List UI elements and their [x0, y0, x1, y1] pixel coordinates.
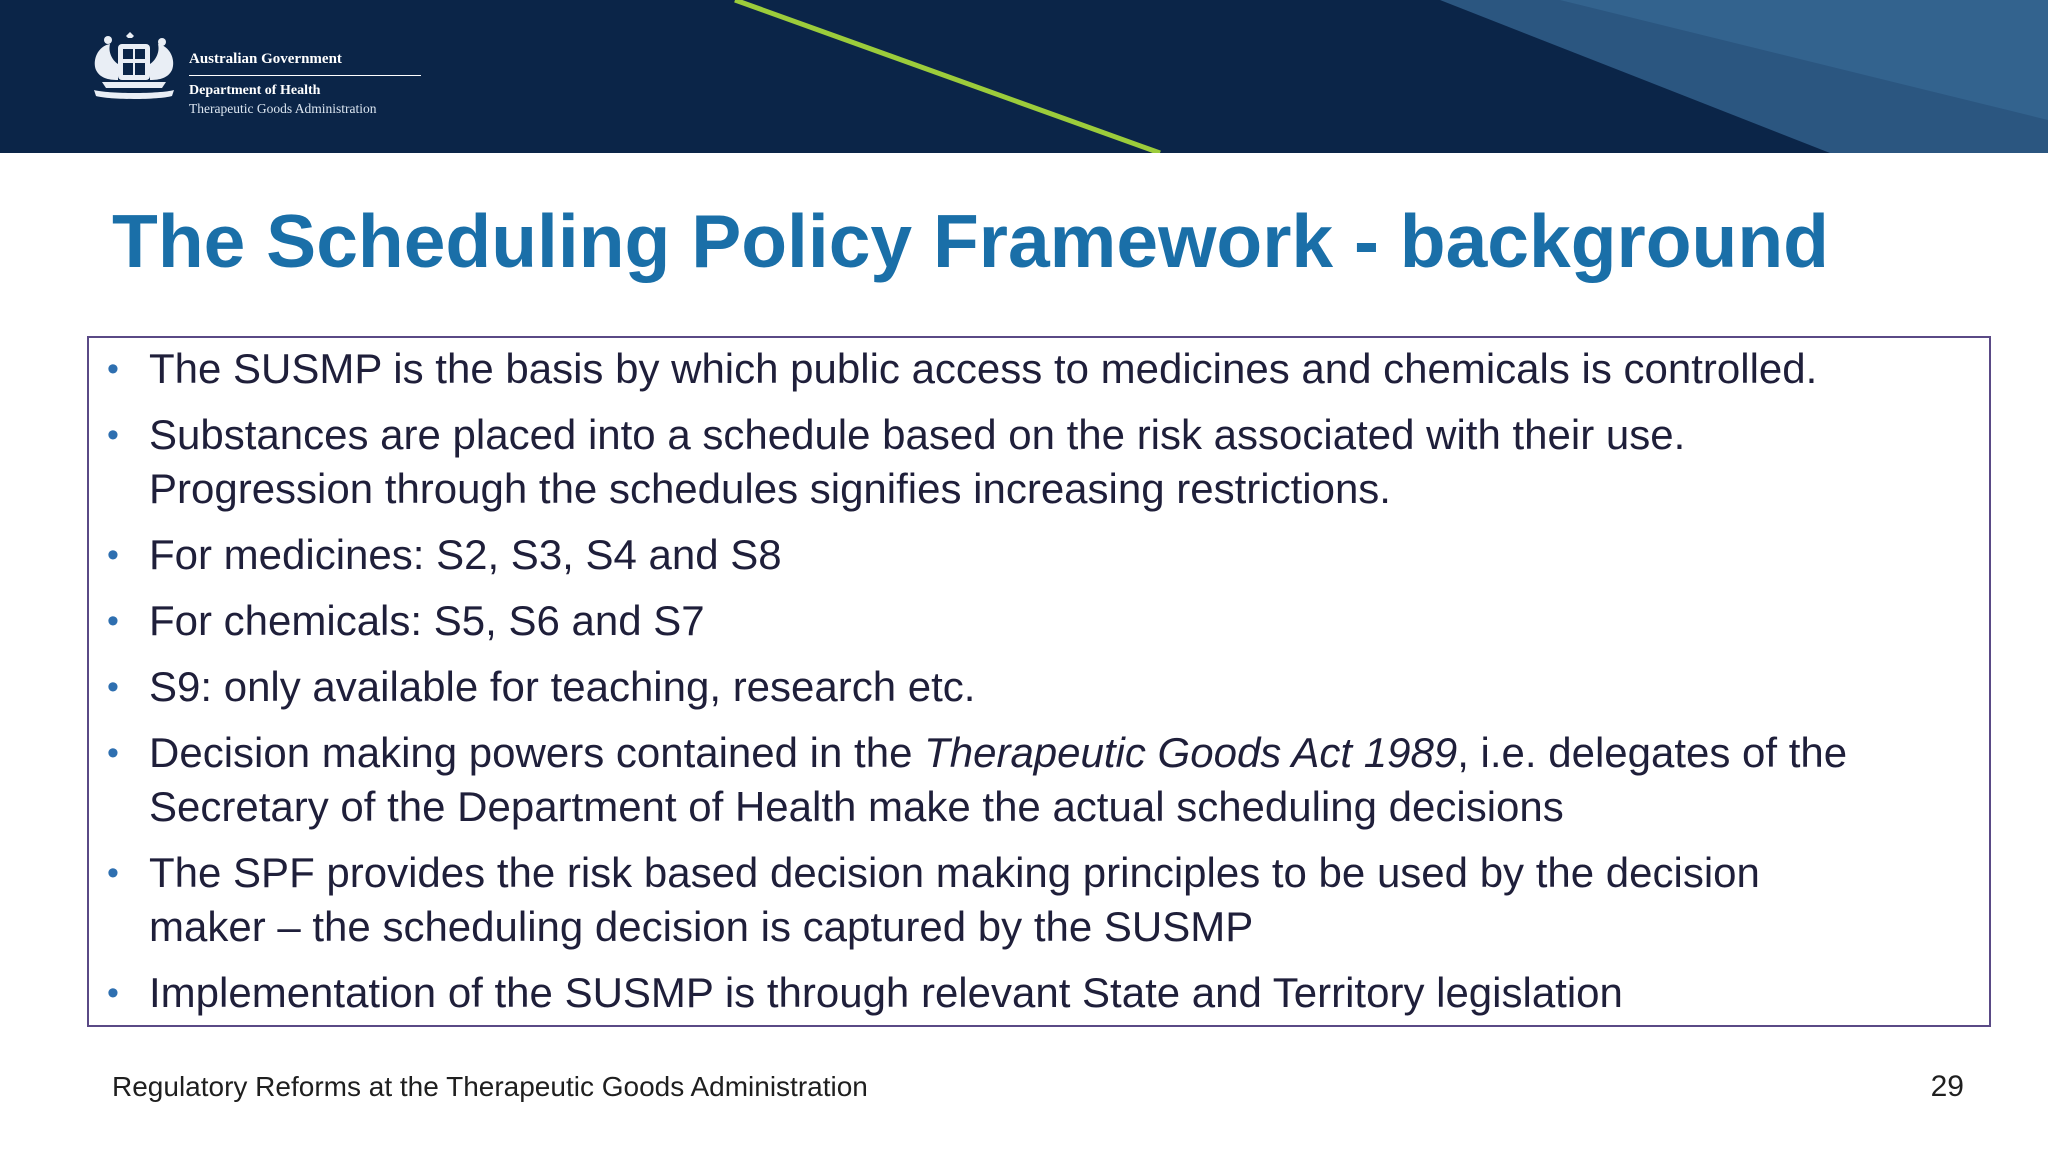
bullet-marker: •	[107, 668, 119, 706]
slide-title: The Scheduling Policy Framework - background	[112, 199, 1829, 283]
bullet-item	[107, 408, 1997, 516]
bullet-marker: •	[107, 854, 119, 892]
bullet-text: Secretary of the Department of Health make the actual scheduling decisions	[149, 783, 1564, 830]
bullet-marker: •	[107, 734, 119, 772]
agency-name: Therapeutic Goods Administration	[189, 101, 377, 116]
bullet-text	[149, 726, 1997, 780]
bullet-item	[107, 660, 1997, 714]
bullet-text: The SPF provides the risk based decision making principles to be used by the decision	[149, 849, 1760, 896]
bullet-text: maker – the scheduling decision is captured by the SUSMP	[149, 903, 1254, 950]
coat-of-arms-icon	[88, 30, 180, 102]
bullet-list	[107, 342, 1997, 1032]
footer-presentation-title: Regulatory Reforms at the Therapeutic Goods Administration	[112, 1071, 868, 1102]
content-box	[87, 336, 1991, 1027]
branding-divider	[189, 75, 421, 76]
bullet-item	[107, 846, 1997, 954]
bullet-text-segment: , i.e. delegates of the	[1457, 729, 1848, 776]
bullet-marker: •	[107, 350, 119, 388]
government-name: Australian Government	[189, 51, 342, 67]
bullet-marker: •	[107, 602, 119, 640]
header-banner	[0, 0, 2048, 153]
bullet-text: Implementation of the SUSMP is through relevant State and Territory legislation	[149, 969, 1623, 1016]
bullet-text: For chemicals: S5, S6 and S7	[149, 597, 705, 644]
bullet-item	[107, 594, 1997, 648]
bullet-item	[107, 342, 1997, 396]
bullet-marker: •	[107, 536, 119, 574]
bullet-text: The SUSMP is the basis by which public access to medicines and chemicals is controlled.	[149, 345, 1818, 392]
department-name: Department of Health	[189, 83, 321, 98]
bullet-marker: •	[107, 974, 119, 1012]
government-branding	[189, 50, 421, 118]
bullet-item	[107, 528, 1997, 582]
bullet-text: S9: only available for teaching, research etc.	[149, 663, 976, 710]
bullet-text: For medicines: S2, S3, S4 and S8	[149, 531, 782, 578]
bullet-text-segment: Decision making powers contained in the	[149, 729, 925, 776]
bullet-item	[107, 966, 1997, 1020]
page-number: 29	[1930, 1070, 1964, 1103]
act-title: Therapeutic Goods Act 1989	[924, 729, 1458, 776]
bullet-item	[107, 726, 1997, 834]
bullet-text: Substances are placed into a schedule based on the risk associated with their use.	[149, 411, 1686, 458]
bullet-marker: •	[107, 416, 119, 454]
bullet-text: Progression through the schedules signifies increasing restrictions.	[149, 465, 1391, 512]
